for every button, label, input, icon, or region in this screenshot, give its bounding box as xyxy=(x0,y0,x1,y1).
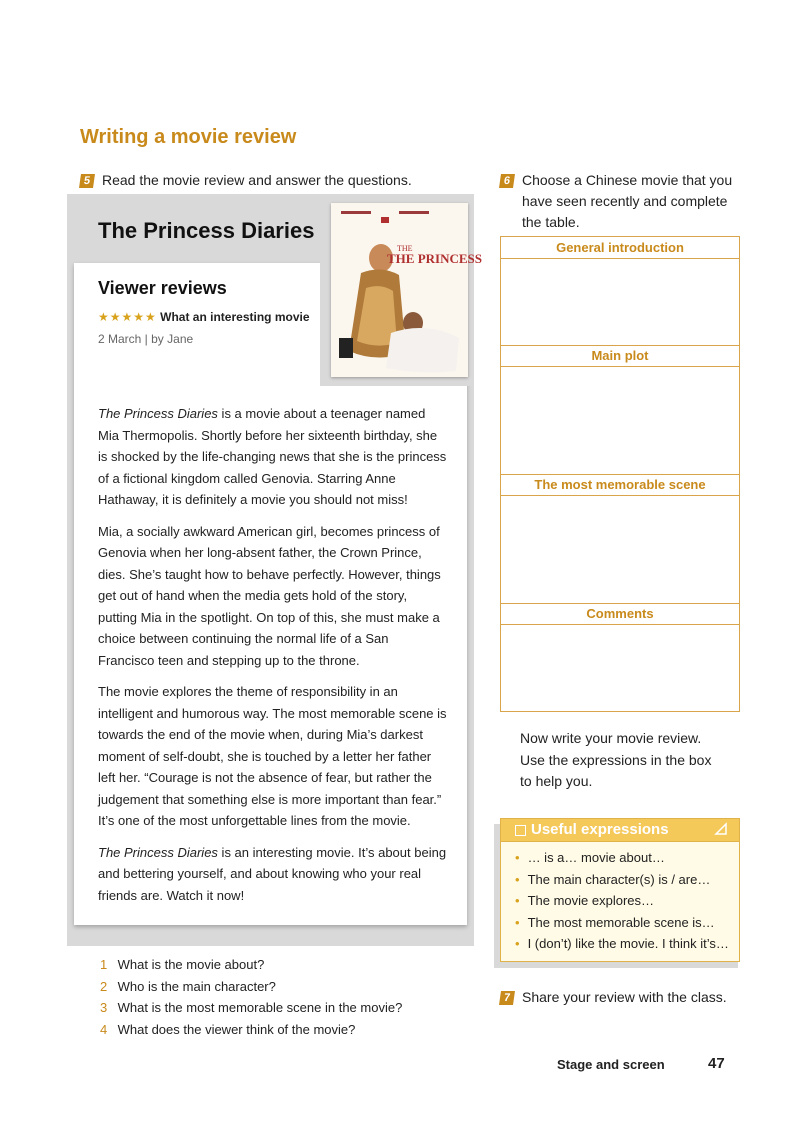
expression-item: • The main character(s) is / are… xyxy=(515,869,729,891)
useful-expressions-box xyxy=(500,818,740,962)
review-paragraph: The Princess Diaries is a movie about a teenager named Mia Thermopolis. Shortly before her sixteenth birthday, she is shocked by the life-changing news that she is the princess of a fictional kingdom called Genovia. Starring Anne Hathaway, it is definitely a movie you should not miss! xyxy=(98,406,447,507)
movie-title: The Princess Diaries xyxy=(98,218,315,243)
expression-item: • The most memorable scene is… xyxy=(515,912,729,934)
poster-the: THE xyxy=(397,244,413,253)
useful-expressions-title: Useful expressions xyxy=(531,821,669,838)
question-item: 3 What is the most memorable scene in the movie? xyxy=(100,1000,403,1015)
section-title: Writing a movie review xyxy=(80,126,297,148)
table-header-general-introduction: General introduction xyxy=(501,237,739,259)
checkbox-icon xyxy=(515,825,526,836)
write-review-instruction: Now write your movie review. Use the expressions in the box to help you. xyxy=(520,730,712,789)
review-body xyxy=(98,403,448,916)
table-header-comments: Comments xyxy=(501,603,739,625)
question-item: 2 Who is the main character? xyxy=(100,978,276,994)
poster-illustration xyxy=(331,203,482,377)
corner-triangle-icon xyxy=(715,823,727,835)
review-headline: What an interesting movie xyxy=(160,310,310,324)
star-rating-icon: ★★★★★ xyxy=(98,310,157,324)
review-byline: 2 March | by Jane xyxy=(98,332,194,346)
task7-number-badge: 7 xyxy=(499,991,515,1005)
movie-poster-image xyxy=(331,203,482,377)
review-paragraph: The Princess Diaries is an interesting movie. It’s about being and bettering yourself, and about knowing who your real friends are. Watch it now! xyxy=(98,844,447,903)
useful-expressions-header xyxy=(501,819,739,842)
task6-instruction xyxy=(500,170,740,233)
task6-number-badge: 6 xyxy=(499,174,515,188)
rating-line xyxy=(98,310,310,324)
table-header-main-plot: Main plot xyxy=(501,345,739,367)
expression-list xyxy=(515,847,729,955)
viewer-reviews-heading: Viewer reviews xyxy=(98,278,227,298)
task5-instruction xyxy=(80,170,412,191)
movie-table xyxy=(500,236,740,712)
task5-text: Read the movie review and answer the questions. xyxy=(102,172,412,188)
review-paragraph: The movie explores the theme of responsibility in an intelligent and humorous way. The most memorable scene is towards the end of the movie when, during Mia’s darkest moment of self-doubt, she is touched by a letter her father left her. “Courage is not the absence of fear, but rather the judgement that something else is more important than fear.” It’s one of the most unforgettable lines from the movie. xyxy=(98,684,447,828)
review-paragraph: Mia, a socially awkward American girl, becomes princess of Genovia when her long-absent father, the Crown Prince, dies. She’s taught how to behave perfectly. However, things get out of hand when the media gets hold of the story, putting Mia in the spotlight. On top of this, she must make a choice between continuing the normal life of a San Francisco teen and stepping up to the throne. xyxy=(98,523,441,668)
question-item: 4 What does the viewer think of the movie? xyxy=(100,1021,356,1037)
task7-instruction xyxy=(500,987,727,1008)
question-item: 1 What is the movie about? xyxy=(100,957,265,972)
question-list xyxy=(100,954,402,1040)
poster-title: THE PRINCESS xyxy=(387,251,482,266)
task7-text: Share your review with the class. xyxy=(522,989,727,1005)
footer-unit-label: Stage and screen xyxy=(557,1057,665,1072)
expression-item: • … is a… movie about… xyxy=(515,847,729,869)
task5-number-badge: 5 xyxy=(79,174,95,188)
task6-text: Choose a Chinese movie that you have seen recently and complete the table. xyxy=(522,172,733,230)
table-header-memorable-scene: The most memorable scene xyxy=(501,474,739,496)
expression-item: • The movie explores… xyxy=(515,890,729,912)
page-number: 47 xyxy=(708,1055,725,1072)
expression-item: • I (don’t) like the movie. I think it’s… xyxy=(515,933,729,955)
